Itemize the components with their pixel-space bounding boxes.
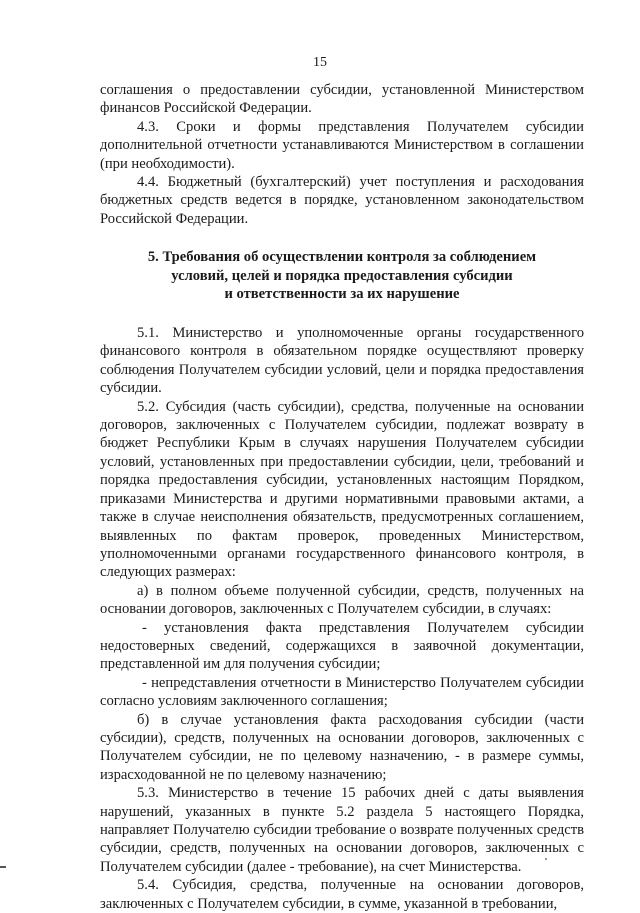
paragraph-5-2-b: б) в случае установления факта расходования субсидии (части субсидии), средств, полученных на основании договоров, заключенных с Получателем субсидии, не по целевому назначению, - в размере суммы, израсходованной не по целевому назначению; xyxy=(100,711,584,783)
paragraph-continuation: соглашения о предоставлении субсидии, установленной Министерством финансов Российской Федерации. xyxy=(100,82,584,117)
paragraph-5-2: 5.2. Субсидия (часть субсидии), средства, полученные на основании договоров, заключенных с Получателем субсидии, подлежат возврату в бюджет Республики Крым в случаях нарушения Получателем субсидии условий, установленных при предоставлении субсидии, цели, требований и порядка предоставления субсидии, установленных настоящим Порядком, приказами Министерства и другими нормативными правовыми актами, а также в случае неисполнения обязательств, предусмотренных соглашением, выявленных по фактам проверок, проведенных Министерством, уполномоченными органами государственного финансового контроля, в следующих размерах: xyxy=(100,398,584,581)
paragraph-5-4: 5.4. Субсидия, средства, полученные на основании договоров, заключенных с Получателем субсидии, в сумме, указанной в требовании, xyxy=(100,877,584,912)
paragraph-5-2-a-dash-1: - установления факта представления Получателем субсидии недостоверных сведений, содержащихся в заявочной документации, представленной им для получения субсидии; xyxy=(100,619,584,673)
paragraph-5-2-a-dash-2: - непредставления отчетности в Министерство Получателем субсидии согласно условиям заключенного соглашения; xyxy=(100,674,584,710)
paragraph-4-4: 4.4. Бюджетный (бухгалтерский) учет поступления и расходования бюджетных средств ведется в порядке, установленном законодательством Российской Федерации. xyxy=(100,174,584,227)
paragraph-5-1: 5.1. Министерство и уполномоченные органы государственного финансового контроля в обязательном порядке осуществляют проверку соблюдения Получателем субсидии условий, цели и порядка предоставления субсидии. xyxy=(100,325,584,397)
page-number: 15 xyxy=(313,55,327,70)
paragraph-5-2-a: а) в полном объеме полученной субсидии, средств, полученных на основании договоров, заключенных с Получателем субсидии, в случаях: xyxy=(100,582,584,618)
document-body xyxy=(100,81,584,913)
section-5-heading-line: условий, целей и порядка предоставления субсидии xyxy=(171,267,513,284)
section-5-heading-line: и ответственности за их нарушение xyxy=(224,286,460,303)
section-5-heading xyxy=(100,248,584,304)
paragraph-5-3: 5.3. Министерство в течение 15 рабочих дней с даты выявления нарушений, указанных в пункте 5.2 раздела 5 настоящего Порядка, направляет Получателю субсидии требование о возврате полученных средств субсидии, средств, полученных на основании договоров, заключенных с Получателем субсидии (далее - требование), на счет Министерства. xyxy=(100,785,584,875)
paragraph-4-3: 4.3. Сроки и формы представления Получателем субсидии дополнительной отчетности устанавливаются Министерством в соглашении (при необходимости). xyxy=(100,118,584,172)
section-5-heading-line: 5. Требования об осуществлении контроля за соблюдением xyxy=(147,249,537,266)
scan-speck xyxy=(545,858,547,860)
scan-margin-mark xyxy=(0,866,6,868)
